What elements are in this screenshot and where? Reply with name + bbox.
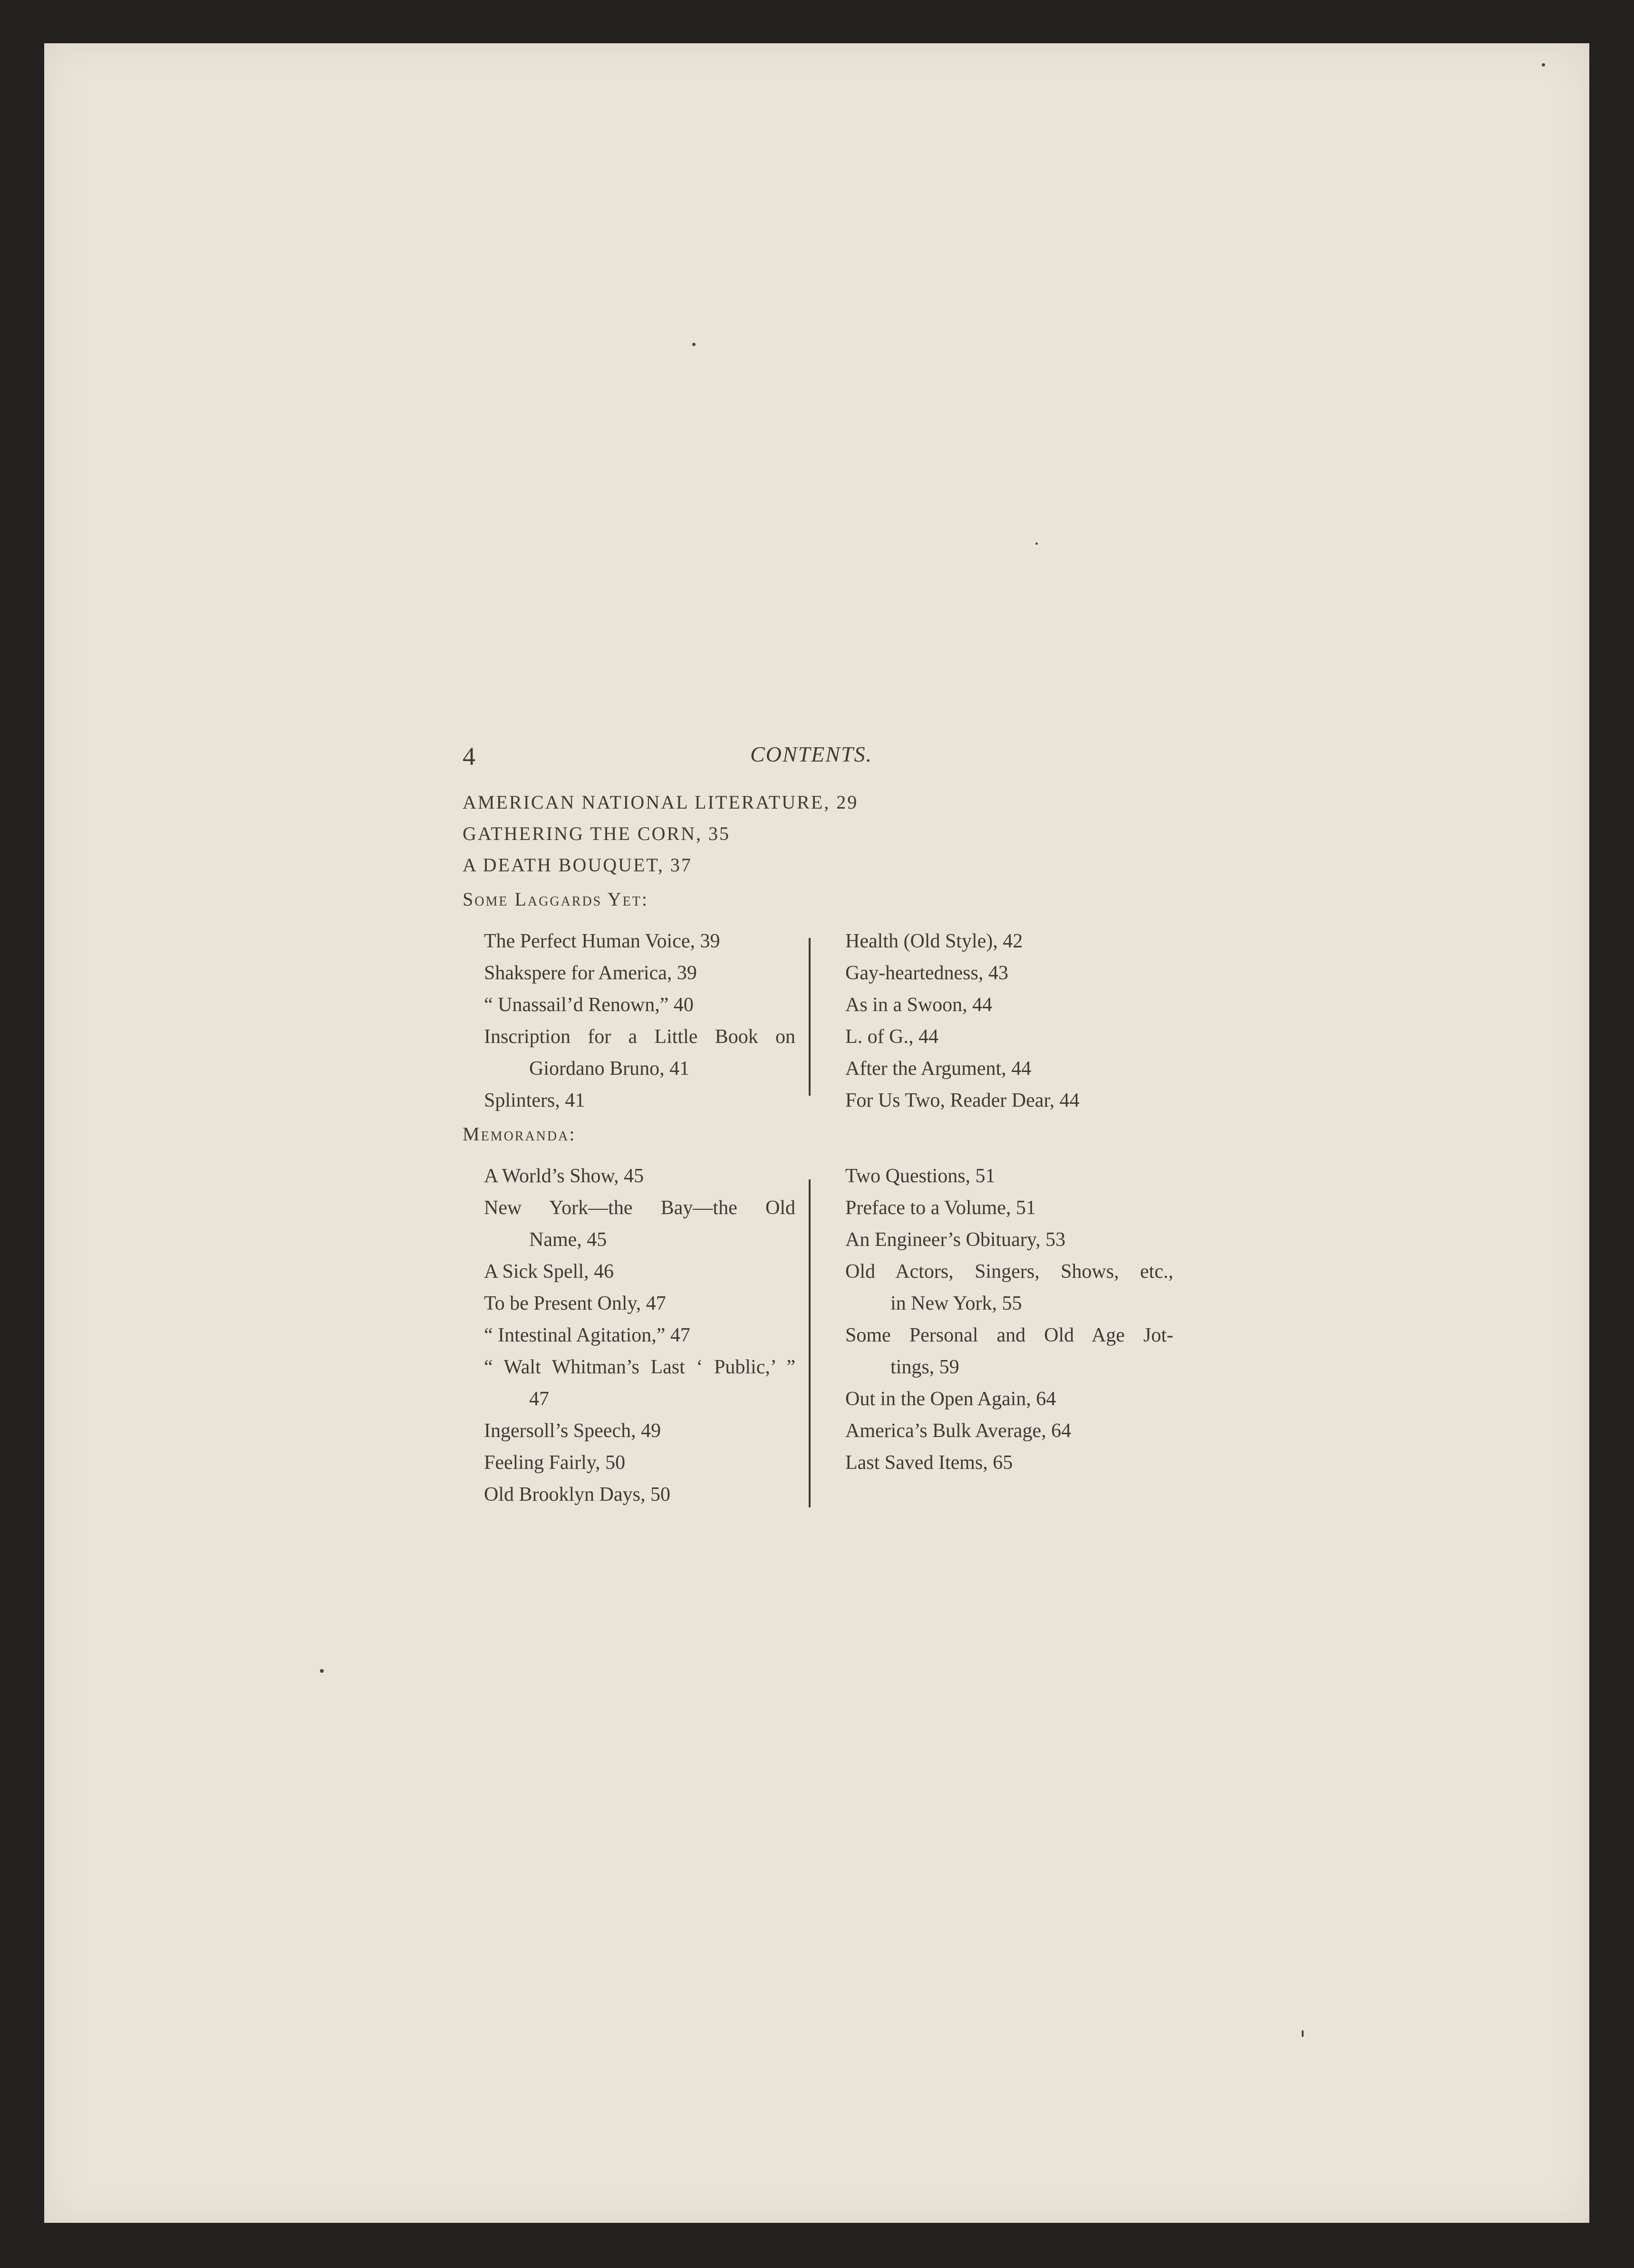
toc-entry xyxy=(463,787,1178,818)
list-item: A Sick Spell, 46 xyxy=(484,1261,614,1283)
toc-entry-page: 37 xyxy=(670,854,692,876)
list-item: An Engineer’s Obituary, 53 xyxy=(845,1229,1066,1251)
list-item: Some Personal and Old Age Jot- xyxy=(845,1324,1173,1346)
toc-entry-page: 35 xyxy=(708,823,731,844)
list-item: Ingersoll’s Speech, 49 xyxy=(484,1420,661,1442)
list-item: New York—the Bay—the Old xyxy=(484,1197,795,1219)
list-item: Health (Old Style), 42 xyxy=(845,930,1023,952)
list-item: Last Saved Items, 65 xyxy=(845,1452,1013,1474)
running-title: CONTENTS. xyxy=(750,742,873,766)
laggards-right-column xyxy=(845,926,1173,1117)
list-item: Two Questions, 51 xyxy=(845,1165,996,1187)
list-item-continuation: in New York, 55 xyxy=(890,1293,1022,1314)
list-item-continuation: Giordano Bruno, 41 xyxy=(529,1058,690,1080)
list-item: The Perfect Human Voice, 39 xyxy=(484,930,720,952)
list-item: Shakspere for America, 39 xyxy=(484,962,697,984)
list-item: America’s Bulk Average, 64 xyxy=(845,1420,1072,1442)
list-item: Inscription for a Little Book on xyxy=(484,1026,795,1048)
laggards-columns xyxy=(417,926,1178,1116)
list-item: Splinters, 41 xyxy=(484,1090,585,1111)
list-item: Old Brooklyn Days, 50 xyxy=(484,1484,670,1506)
list-item: As in a Swoon, 44 xyxy=(845,994,993,1016)
section-heading-laggards: Some Laggards Yet: xyxy=(463,888,648,910)
toc-entry-title: GATHERING THE CORN, xyxy=(463,823,703,844)
paper-speck xyxy=(1035,542,1038,545)
paper-speck xyxy=(692,343,696,346)
memoranda-left-column xyxy=(484,1160,795,1511)
memoranda-right-column xyxy=(845,1160,1173,1479)
list-item: “ Intestinal Agitation,” 47 xyxy=(484,1324,690,1346)
memoranda-columns xyxy=(417,1160,1178,1522)
toc-entry xyxy=(463,818,1178,849)
toc-entry-title: AMERICAN NATIONAL LITERATURE, xyxy=(463,791,831,813)
page-number: 4 xyxy=(463,742,475,771)
contents-block xyxy=(417,739,1178,1522)
list-item-continuation: 47 xyxy=(529,1388,549,1410)
toc-entry-page: 29 xyxy=(836,791,859,813)
list-item: For Us Two, Reader Dear, 44 xyxy=(845,1090,1080,1111)
toc-entry xyxy=(463,849,1178,881)
list-item: After the Argument, 44 xyxy=(845,1058,1032,1080)
list-item-continuation: Name, 45 xyxy=(529,1229,607,1251)
paper-speck xyxy=(1542,63,1545,67)
column-divider xyxy=(809,938,811,1096)
paper-speck xyxy=(320,1669,324,1673)
list-item: Gay-heartedness, 43 xyxy=(845,962,1008,984)
list-item: “ Unassail’d Renown,” 40 xyxy=(484,994,694,1016)
list-item: “ Walt Whitman’s Last ‘ Public,’ ” xyxy=(484,1356,795,1378)
toc-entry-title: A DEATH BOUQUET, xyxy=(463,854,664,876)
section-heading-memoranda: Memoranda: xyxy=(463,1123,576,1145)
list-item: Preface to a Volume, 51 xyxy=(845,1197,1036,1219)
list-item: Old Actors, Singers, Shows, etc., xyxy=(845,1261,1173,1283)
list-item-continuation: tings, 59 xyxy=(890,1356,959,1378)
list-item: Out in the Open Again, 64 xyxy=(845,1388,1056,1410)
paper-speck xyxy=(1302,2030,1304,2037)
list-item: A World’s Show, 45 xyxy=(484,1165,644,1187)
column-divider xyxy=(809,1179,811,1507)
list-item: To be Present Only, 47 xyxy=(484,1293,666,1314)
running-head xyxy=(417,739,1178,772)
laggards-left-column xyxy=(484,926,795,1117)
list-item: Feeling Fairly, 50 xyxy=(484,1452,626,1474)
list-item: L. of G., 44 xyxy=(845,1026,938,1048)
